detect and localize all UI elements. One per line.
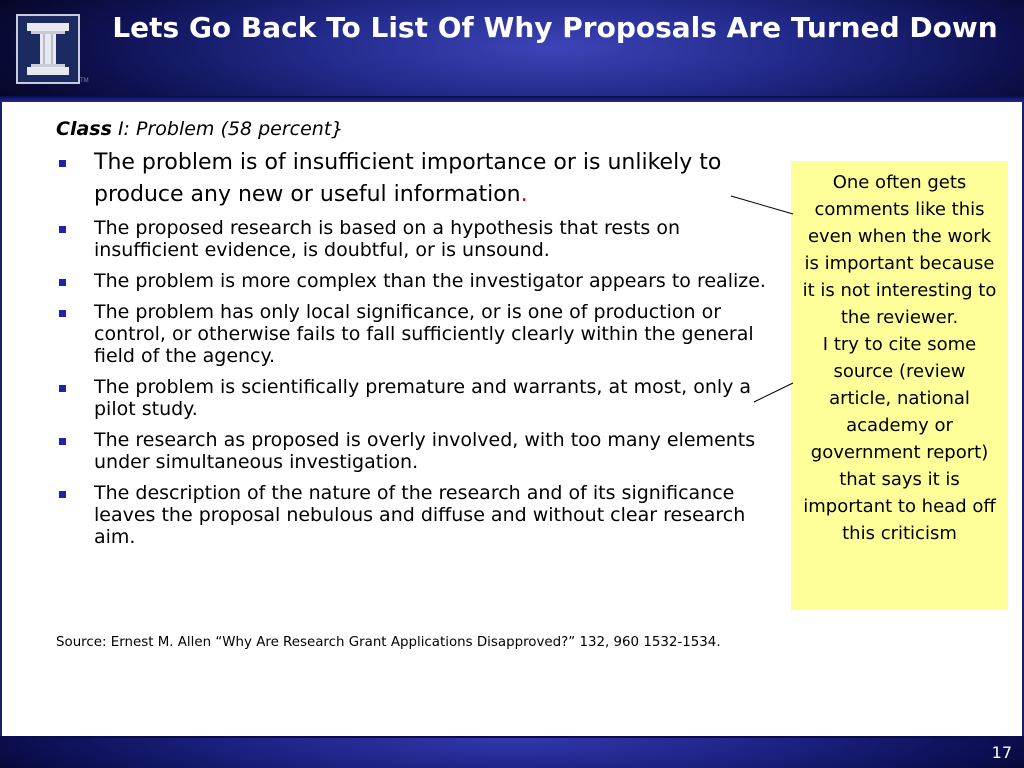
trademark-mark: TM <box>80 78 89 84</box>
list-item-text: The proposed research is based on a hypothesis that rests on insufficient evidence, is doubtful, or is unsound. <box>94 217 680 261</box>
square-bullet-icon <box>59 491 66 498</box>
list-item <box>56 429 766 473</box>
block-i-icon <box>16 14 80 84</box>
callout-paragraph: I try to cite some source (review article, national academy or government report) that says it is important to head off this criticism <box>803 334 996 544</box>
list-item <box>56 376 766 420</box>
list-item-text: The problem has only local significance, or is one of production or control, or otherwise fails to fall sufficiently clearly within the general field of the agency. <box>94 301 754 367</box>
footer-bar <box>0 738 1024 768</box>
list-item <box>56 147 766 211</box>
square-bullet-icon <box>59 226 66 233</box>
square-bullet-icon <box>59 438 66 445</box>
list-item-text: The problem is more complex than the investigator appears to realize. <box>94 270 766 292</box>
slide-body <box>56 115 766 557</box>
list-item-trailing-period: . <box>520 182 528 207</box>
list-item <box>56 217 766 261</box>
list-item <box>56 301 766 367</box>
square-bullet-icon <box>59 279 66 286</box>
source-citation: Source: Ernest M. Allen “Why Are Research Grant Applications Disapproved?” 132, 960 1532-1534. <box>56 635 721 650</box>
title-bar-rule <box>0 96 1024 102</box>
page-number: 17 <box>991 743 1012 762</box>
square-bullet-icon <box>59 385 66 392</box>
list-item <box>56 482 766 548</box>
class-heading-label: Class <box>56 118 112 140</box>
class-heading <box>56 115 766 143</box>
class-heading-text: I: Problem (58 percent} <box>111 118 344 140</box>
callout-note <box>791 161 1008 610</box>
left-border <box>0 102 2 738</box>
university-logo-icon <box>16 14 80 84</box>
slide-title: Lets Go Back To List Of Why Proposals Are Turned Down <box>112 11 998 44</box>
list-item-text: The problem is scientifically premature and warrants, at most, only a pilot study. <box>94 376 752 420</box>
list-item-text: The research as proposed is overly involved, with too many elements under simultaneous investigation. <box>94 429 756 473</box>
square-bullet-icon <box>59 160 66 167</box>
reasons-list <box>56 147 766 548</box>
square-bullet-icon <box>59 310 66 317</box>
list-item-text: The description of the nature of the research and of its significance leaves the proposal nebulous and diffuse and without clear research aim. <box>94 482 746 548</box>
list-item-text: The problem is of insufficient importance or is unlikely to produce any new or useful information <box>94 150 722 207</box>
list-item <box>56 270 766 292</box>
callout-paragraph: One often gets comments like this even when the work is important because it is not interesting to the reviewer. <box>802 172 997 328</box>
